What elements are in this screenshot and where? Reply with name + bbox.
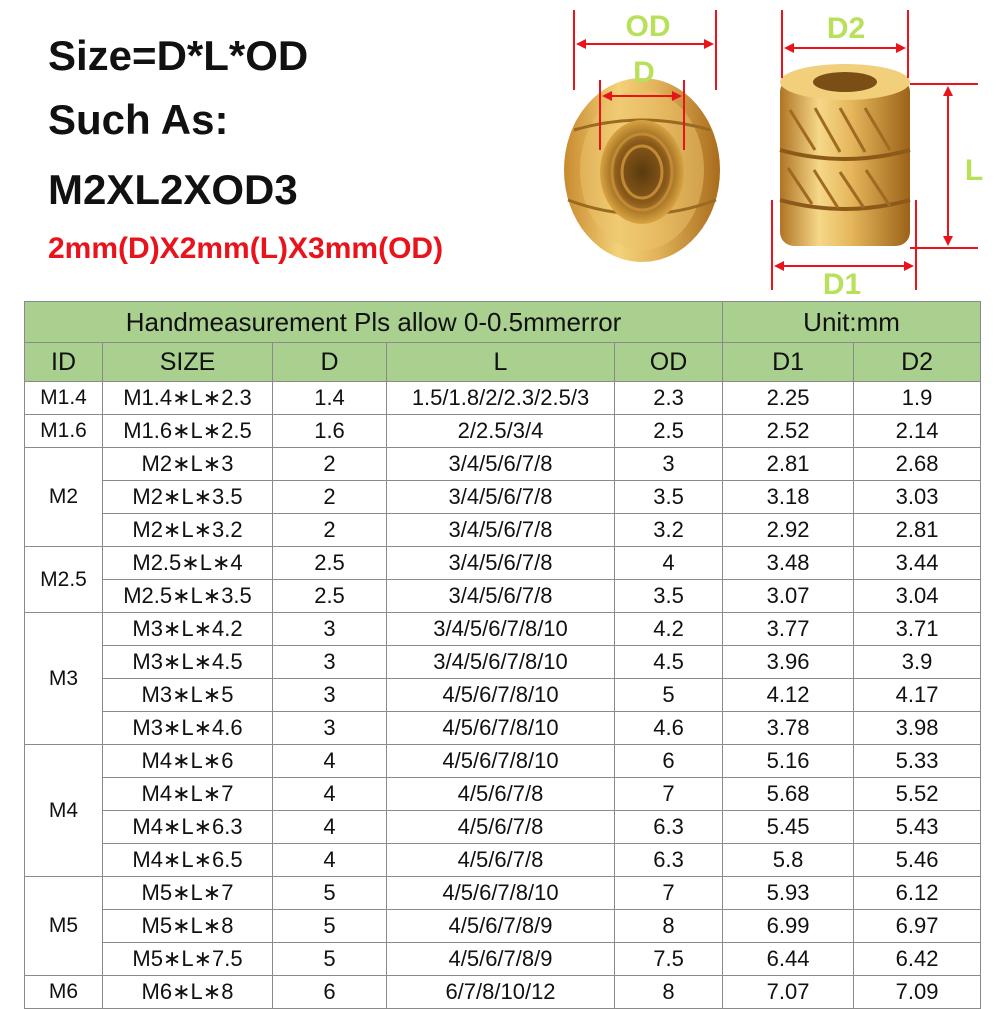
cell-d: 1.4 xyxy=(273,382,387,415)
cell-d: 5 xyxy=(273,910,387,943)
col-header-l: L xyxy=(387,343,615,382)
cell-od: 3 xyxy=(615,448,723,481)
cell-id: M2 xyxy=(25,448,103,547)
cell-d: 2.5 xyxy=(273,580,387,613)
table-row xyxy=(25,514,981,547)
cell-d2: 1.9 xyxy=(854,382,981,415)
cell-d1: 3.18 xyxy=(723,481,854,514)
cell-d: 3 xyxy=(273,679,387,712)
cell-d2: 3.71 xyxy=(854,613,981,646)
spec-table-body xyxy=(25,382,981,1009)
table-row xyxy=(25,679,981,712)
cell-l: 4/5/6/7/8/10 xyxy=(387,745,615,778)
table-row xyxy=(25,415,981,448)
column-header-row xyxy=(25,343,981,382)
cell-d2: 2.14 xyxy=(854,415,981,448)
cell-d1: 6.99 xyxy=(723,910,854,943)
col-header-size: SIZE xyxy=(103,343,273,382)
cell-d2: 6.12 xyxy=(854,877,981,910)
cell-l: 1.5/1.8/2/2.3/2.5/3 xyxy=(387,382,615,415)
cell-d1: 5.93 xyxy=(723,877,854,910)
cell-d1: 2.92 xyxy=(723,514,854,547)
d-label: D xyxy=(633,56,655,89)
brass-insert-side-body xyxy=(780,64,910,246)
cell-d2: 6.42 xyxy=(854,943,981,976)
cell-d1: 3.07 xyxy=(723,580,854,613)
cell-l: 3/4/5/6/7/8 xyxy=(387,580,615,613)
cell-l: 4/5/6/7/8/9 xyxy=(387,943,615,976)
table-row xyxy=(25,943,981,976)
example-heading: Such As: xyxy=(48,96,229,143)
cell-l: 2/2.5/3/4 xyxy=(387,415,615,448)
cell-size: M4∗L∗6.5 xyxy=(103,844,273,877)
cell-d1: 7.07 xyxy=(723,976,854,1009)
cell-d2: 3.98 xyxy=(854,712,981,745)
col-header-d: D xyxy=(273,343,387,382)
d2-label: D2 xyxy=(826,12,866,45)
insert-side-view-figure xyxy=(760,0,990,300)
cell-l: 4/5/6/7/8/10 xyxy=(387,877,615,910)
cell-l: 4/5/6/7/8/10 xyxy=(387,712,615,745)
cell-od: 2.5 xyxy=(615,415,723,448)
cell-d: 6 xyxy=(273,976,387,1009)
cell-d: 4 xyxy=(273,745,387,778)
cell-od: 3.5 xyxy=(615,580,723,613)
cell-d: 3 xyxy=(273,712,387,745)
table-row xyxy=(25,910,981,943)
cell-d2: 3.44 xyxy=(854,547,981,580)
cell-d: 2 xyxy=(273,448,387,481)
cell-d1: 5.8 xyxy=(723,844,854,877)
cell-id: M6 xyxy=(25,976,103,1009)
cell-d1: 5.16 xyxy=(723,745,854,778)
cell-od: 3.5 xyxy=(615,481,723,514)
cell-size: M1.4∗L∗2.3 xyxy=(103,382,273,415)
cell-d2: 3.9 xyxy=(854,646,981,679)
cell-size: M3∗L∗4.5 xyxy=(103,646,273,679)
table-row xyxy=(25,448,981,481)
cell-size: M5∗L∗7 xyxy=(103,877,273,910)
cell-size: M6∗L∗8 xyxy=(103,976,273,1009)
cell-d: 3 xyxy=(273,646,387,679)
measurement-note: Handmeasurement Pls allow 0-0.5mmerror xyxy=(25,302,723,343)
cell-d1: 3.78 xyxy=(723,712,854,745)
cell-size: M4∗L∗7 xyxy=(103,778,273,811)
cell-l: 3/4/5/6/7/8/10 xyxy=(387,646,615,679)
cell-d: 1.6 xyxy=(273,415,387,448)
cell-l: 4/5/6/7/8/9 xyxy=(387,910,615,943)
cell-d2: 2.68 xyxy=(854,448,981,481)
cell-od: 7 xyxy=(615,778,723,811)
cell-d1: 3.77 xyxy=(723,613,854,646)
cell-d: 2 xyxy=(273,481,387,514)
cell-od: 6 xyxy=(615,745,723,778)
cell-od: 7 xyxy=(615,877,723,910)
table-row xyxy=(25,811,981,844)
cell-od: 4.2 xyxy=(615,613,723,646)
cell-d1: 3.48 xyxy=(723,547,854,580)
cell-l: 3/4/5/6/7/8 xyxy=(387,547,615,580)
insert-front-view-figure xyxy=(560,0,740,280)
table-row xyxy=(25,877,981,910)
cell-od: 4 xyxy=(615,547,723,580)
unit-label: Unit:mm xyxy=(723,302,981,343)
cell-d1: 3.96 xyxy=(723,646,854,679)
cell-od: 3.2 xyxy=(615,514,723,547)
cell-od: 7.5 xyxy=(615,943,723,976)
cell-d: 4 xyxy=(273,778,387,811)
table-row xyxy=(25,778,981,811)
cell-od: 4.5 xyxy=(615,646,723,679)
cell-d2: 7.09 xyxy=(854,976,981,1009)
cell-l: 4/5/6/7/8 xyxy=(387,844,615,877)
l-label: L xyxy=(964,154,984,187)
table-row xyxy=(25,481,981,514)
cell-size: M2.5∗L∗4 xyxy=(103,547,273,580)
brass-insert-body xyxy=(564,78,720,262)
cell-od: 8 xyxy=(615,910,723,943)
cell-size: M2.5∗L∗3.5 xyxy=(103,580,273,613)
cell-size: M2∗L∗3 xyxy=(103,448,273,481)
cell-l: 3/4/5/6/7/8 xyxy=(387,481,615,514)
cell-d2: 5.46 xyxy=(854,844,981,877)
table-row xyxy=(25,745,981,778)
cell-d2: 4.17 xyxy=(854,679,981,712)
col-header-id: ID xyxy=(25,343,103,382)
cell-d2: 2.81 xyxy=(854,514,981,547)
note-row xyxy=(25,302,981,343)
cell-d2: 5.33 xyxy=(854,745,981,778)
table-row xyxy=(25,844,981,877)
table-row xyxy=(25,976,981,1009)
cell-d1: 5.45 xyxy=(723,811,854,844)
cell-d1: 6.44 xyxy=(723,943,854,976)
cell-l: 6/7/8/10/12 xyxy=(387,976,615,1009)
cell-od: 2.3 xyxy=(615,382,723,415)
cell-d2: 3.03 xyxy=(854,481,981,514)
cell-size: M2∗L∗3.2 xyxy=(103,514,273,547)
cell-id: M1.6 xyxy=(25,415,103,448)
cell-d: 3 xyxy=(273,613,387,646)
cell-d2: 3.04 xyxy=(854,580,981,613)
cell-size: M5∗L∗8 xyxy=(103,910,273,943)
table-row xyxy=(25,547,981,580)
cell-d: 2.5 xyxy=(273,547,387,580)
cell-d: 5 xyxy=(273,943,387,976)
cell-d2: 5.52 xyxy=(854,778,981,811)
table-row xyxy=(25,646,981,679)
cell-l: 4/5/6/7/8/10 xyxy=(387,679,615,712)
table-row xyxy=(25,580,981,613)
cell-d1: 4.12 xyxy=(723,679,854,712)
title-size-formula: Size=D*L*OD xyxy=(48,32,309,79)
cell-od: 8 xyxy=(615,976,723,1009)
example-dimensions: 2mm(D)X2mm(L)X3mm(OD) xyxy=(48,232,444,265)
cell-l: 3/4/5/6/7/8 xyxy=(387,448,615,481)
cell-d1: 2.81 xyxy=(723,448,854,481)
cell-od: 4.6 xyxy=(615,712,723,745)
cell-od: 6.3 xyxy=(615,811,723,844)
cell-size: M3∗L∗5 xyxy=(103,679,273,712)
table-row xyxy=(25,382,981,415)
cell-d1: 2.52 xyxy=(723,415,854,448)
cell-d1: 2.25 xyxy=(723,382,854,415)
cell-l: 3/4/5/6/7/8/10 xyxy=(387,613,615,646)
cell-l: 4/5/6/7/8 xyxy=(387,811,615,844)
cell-id: M3 xyxy=(25,613,103,745)
cell-size: M3∗L∗4.2 xyxy=(103,613,273,646)
cell-id: M2.5 xyxy=(25,547,103,613)
cell-d1: 5.68 xyxy=(723,778,854,811)
cell-size: M2∗L∗3.5 xyxy=(103,481,273,514)
cell-od: 6.3 xyxy=(615,844,723,877)
cell-id: M1.4 xyxy=(25,382,103,415)
od-label: OD xyxy=(625,10,671,43)
cell-l: 3/4/5/6/7/8 xyxy=(387,514,615,547)
cell-l: 4/5/6/7/8 xyxy=(387,778,615,811)
cell-size: M4∗L∗6.3 xyxy=(103,811,273,844)
cell-id: M5 xyxy=(25,877,103,976)
cell-d: 2 xyxy=(273,514,387,547)
cell-d2: 5.43 xyxy=(854,811,981,844)
cell-d: 5 xyxy=(273,877,387,910)
cell-size: M3∗L∗4.6 xyxy=(103,712,273,745)
cell-size: M1.6∗L∗2.5 xyxy=(103,415,273,448)
cell-id: M4 xyxy=(25,745,103,877)
cell-d: 4 xyxy=(273,844,387,877)
table-row xyxy=(25,712,981,745)
cell-d2: 6.97 xyxy=(854,910,981,943)
cell-size: M4∗L∗6 xyxy=(103,745,273,778)
col-header-d2: D2 xyxy=(854,343,981,382)
col-header-od: OD xyxy=(615,343,723,382)
cell-size: M5∗L∗7.5 xyxy=(103,943,273,976)
col-header-d1: D1 xyxy=(723,343,854,382)
example-code: M2XL2XOD3 xyxy=(48,166,298,213)
cell-od: 5 xyxy=(615,679,723,712)
cell-d: 4 xyxy=(273,811,387,844)
spec-table xyxy=(24,301,981,1009)
d1-label: D1 xyxy=(822,268,862,300)
table-row xyxy=(25,613,981,646)
